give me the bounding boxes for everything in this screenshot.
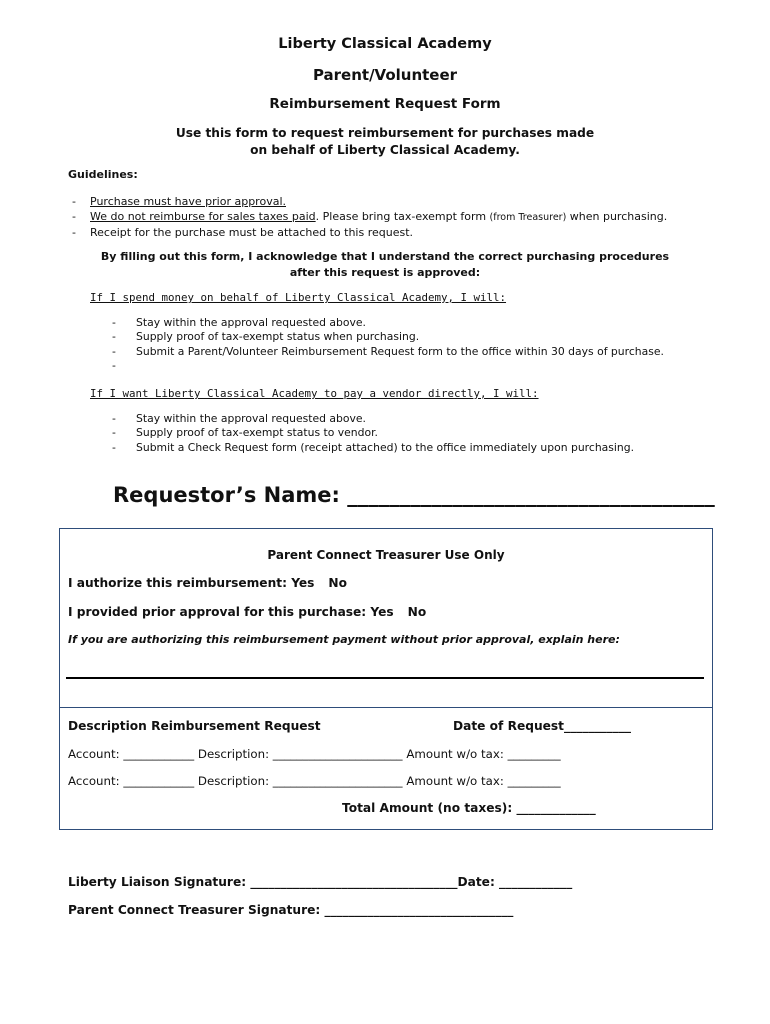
treasurer-box-title: Parent Connect Treasurer Use Only: [267, 548, 505, 562]
guideline-sales-tax: We do not reimburse for sales taxes paid: [90, 210, 316, 223]
requestor-name-field[interactable]: Requestor’s Name: ___________________________________: [113, 483, 715, 507]
vendor-item-text: Submit a Check Request form (receipt attached) to the office immediately upon purchasing.: [136, 440, 635, 454]
bullet-dash: -: [72, 226, 76, 239]
vendor-item-text: Supply proof of tax-exempt status to vendor.: [136, 426, 378, 440]
treasurer-signature-field[interactable]: Parent Connect Treasurer Signature: _______________________________: [68, 903, 514, 917]
bullet-dash: -: [72, 195, 76, 208]
date-of-request-field[interactable]: Date of Request___________: [453, 719, 632, 733]
account-row-2[interactable]: Account: ____________ Description: ______________________ Amount w/o tax: _________: [68, 774, 561, 788]
acknowledgement: [0, 249, 770, 281]
guidelines-label: Guidelines:: [68, 168, 138, 181]
intro-line-1: Use this form to request reimbursement for purchases made: [175, 126, 595, 140]
account-row-1[interactable]: Account: ____________ Description: ______________________ Amount w/o tax: _________: [68, 747, 561, 761]
vendor-item-text: Stay within the approval requested above.: [136, 412, 366, 425]
description-title: Description Reimbursement Request: [68, 719, 321, 733]
vendor-section-heading: If I want Liberty Classical Academy to pay a vendor directly, I will:: [90, 387, 539, 400]
bullet-dash: -: [112, 358, 116, 372]
spend-item-text: Supply proof of tax-exempt status when purchasing.: [136, 330, 420, 344]
guideline-prior-approval: Purchase must have prior approval.: [90, 195, 286, 208]
list-item: [68, 209, 667, 225]
ack-line-2: after this request is approved:: [289, 266, 481, 279]
authorize-yes-option[interactable]: I authorize this reimbursement: Yes: [68, 576, 315, 590]
total-amount-field[interactable]: Total Amount (no taxes): _____________: [342, 801, 596, 815]
list-item: [112, 316, 672, 330]
spend-item-text: Stay within the approval requested above.: [136, 316, 366, 329]
spend-section-list: [112, 316, 672, 372]
authorize-no-option[interactable]: No: [328, 576, 347, 590]
bullet-dash: -: [112, 426, 116, 440]
liaison-signature-field[interactable]: Liberty Liaison Signature: __________________________________Date: ____________: [68, 875, 573, 889]
guideline-when-purchasing: when purchasing.: [566, 210, 668, 223]
explain-input-line[interactable]: [66, 677, 704, 679]
bullet-dash: -: [112, 440, 116, 454]
list-item: [112, 345, 672, 359]
spend-section-heading: If I spend money on behalf of Liberty Classical Academy, I will:: [90, 291, 507, 304]
guideline-from-treasurer: (from Treasurer): [489, 212, 567, 223]
bullet-dash: -: [112, 412, 116, 425]
bullet-dash: -: [72, 210, 76, 223]
box-divider: [59, 707, 713, 708]
form-title: Reimbursement Request Form: [269, 96, 501, 112]
form-subtitle: Parent/Volunteer: [312, 66, 458, 84]
spend-item-text: Submit a Parent/Volunteer Reimbursement Request form to the office within 30 days of purchase.: [136, 344, 664, 358]
list-item: [112, 330, 672, 344]
guideline-receipt: Receipt for the purchase must be attached to this request.: [90, 226, 414, 239]
list-item: [112, 412, 692, 426]
list-item: [112, 426, 692, 440]
bullet-dash: -: [112, 316, 116, 329]
list-item: [112, 441, 692, 455]
prior-approval-no-option[interactable]: No: [407, 605, 427, 619]
guideline-tax-exempt-text: . Please bring tax-exempt form: [315, 210, 490, 223]
ack-line-1: By filling out this form, I acknowledge that I understand the correct purchasing procedures: [100, 250, 670, 263]
authorize-reimbursement-row: [68, 576, 347, 590]
list-item: [68, 225, 667, 240]
intro-line-2: on behalf of Liberty Classical Academy.: [250, 143, 520, 157]
bullet-dash: -: [112, 344, 116, 358]
prior-approval-yes-option[interactable]: I provided prior approval for this purchase: Yes: [68, 605, 394, 619]
list-item: [68, 194, 667, 209]
prior-approval-row: [68, 605, 426, 619]
intro-text: [0, 125, 770, 159]
bullet-dash: -: [112, 330, 116, 344]
explain-prompt: If you are authorizing this reimbursement payment without prior approval, explain here:: [68, 633, 620, 646]
school-name: Liberty Classical Academy: [278, 36, 492, 52]
vendor-section-list: [112, 412, 692, 455]
guidelines-list: [68, 194, 667, 240]
